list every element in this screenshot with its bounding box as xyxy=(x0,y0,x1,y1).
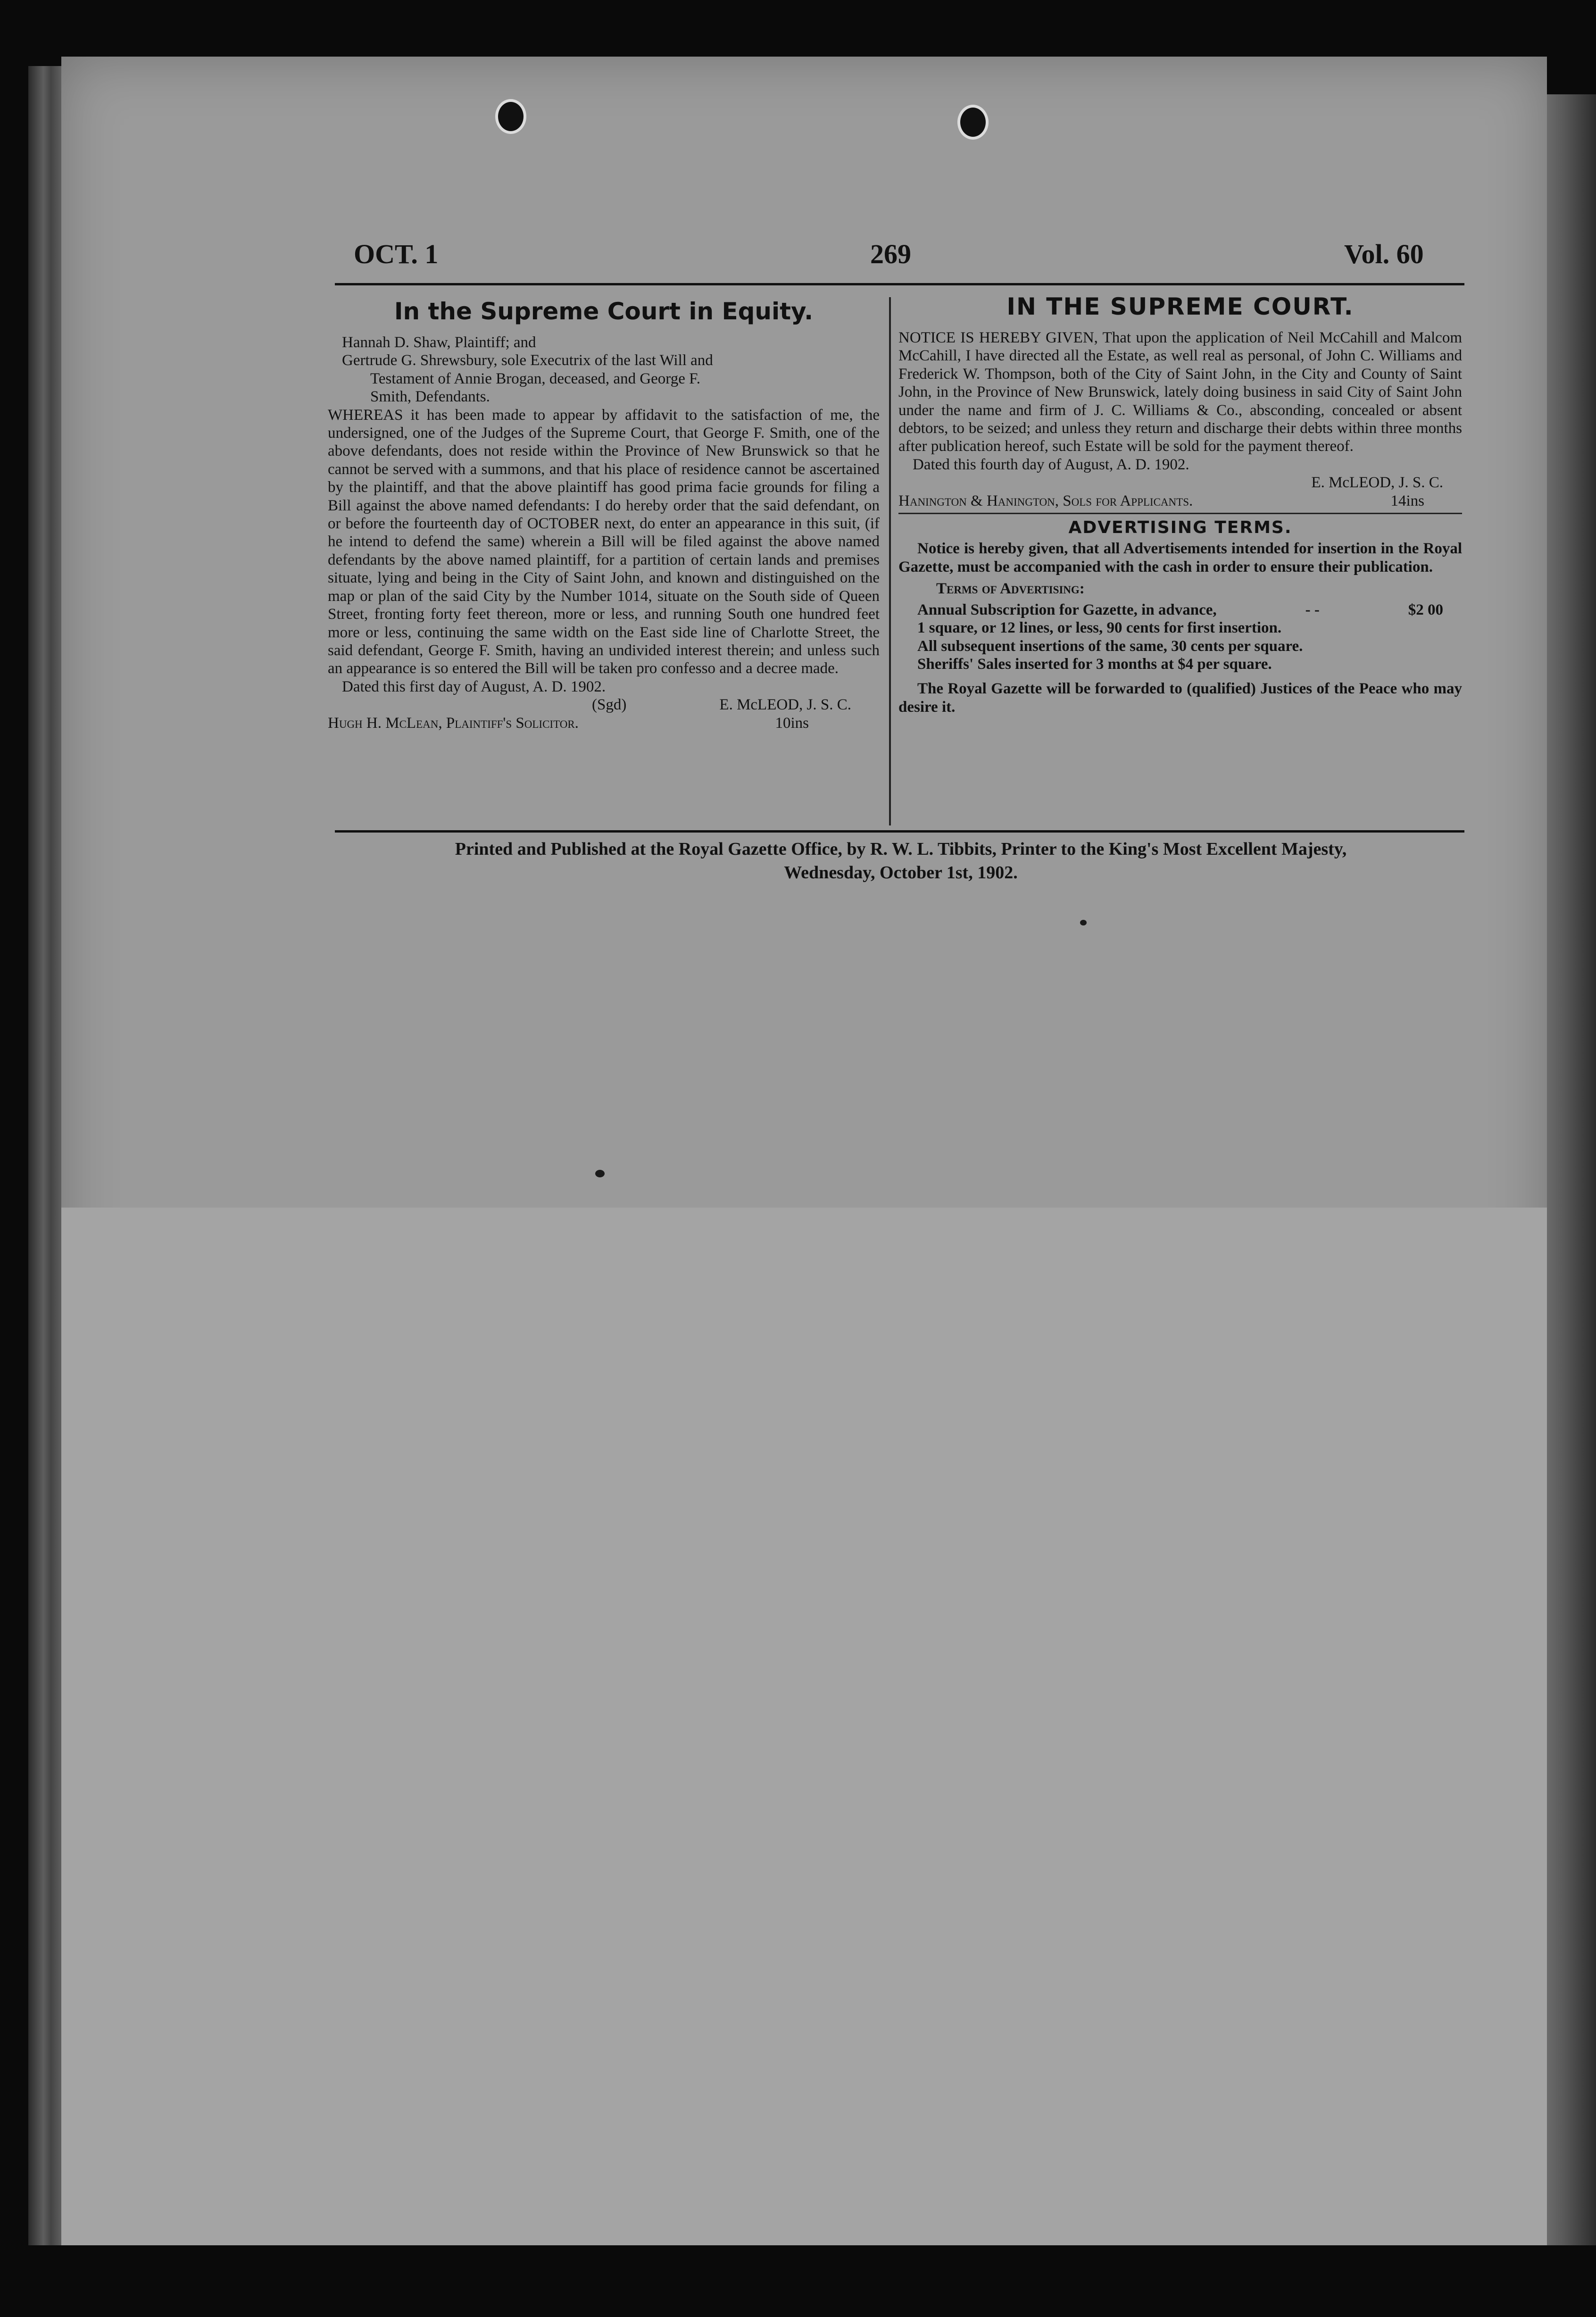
punch-hole-left xyxy=(495,99,526,134)
terms-heading: Terms of Advertising: xyxy=(936,580,1085,598)
forwarding-notice: The Royal Gazette will be forwarded to (qualified) Justices of the Peace who may desire it. xyxy=(898,680,1462,716)
solicitor-name: Hugh H. McLean, Plaintiff's Solicitor. xyxy=(328,714,579,732)
judge-signature: E. McLEOD, J. S. C. xyxy=(719,696,851,714)
ink-speck xyxy=(595,1170,605,1177)
equity-notice-title: In the Supreme Court in Equity. xyxy=(394,298,814,325)
insertion-count: 14ins xyxy=(1390,492,1424,509)
issue-date: OCT. 1 xyxy=(354,239,439,269)
supreme-court-notice-dated: Dated this fourth day of August, A. D. 1902. xyxy=(913,456,1189,473)
solicitor-name: Hanington & Hanington, Sols for Applicants. xyxy=(898,492,1193,509)
punch-hole-right xyxy=(957,105,989,140)
party-line: Smith, Defendants. xyxy=(370,388,490,406)
subscription-row xyxy=(898,601,1462,619)
equity-notice xyxy=(328,295,880,732)
footer-rule xyxy=(335,830,1464,833)
judge-signature: E. McLEOD, J. S. C. xyxy=(1311,474,1443,492)
imprint-printer-line: Printed and Published at the Royal Gazette Office, by R. W. L. Tibbits, Printer to the King's Most Excellent Majesty, xyxy=(455,839,1347,859)
party-list xyxy=(328,333,880,406)
judge-signature-row xyxy=(328,696,880,714)
party-line: Testament of Annie Brogan, deceased, and George F. xyxy=(370,370,701,387)
solicitor-row xyxy=(898,492,1462,510)
subscription-label: Annual Subscription for Gazette, in advance, xyxy=(917,601,1217,618)
insertion-count: 10ins xyxy=(775,714,809,732)
party-line: Hannah D. Shaw, Plaintiff; and xyxy=(342,334,536,351)
advertising-notice: Notice is hereby given, that all Advertisements intended for insertion in the Royal Gazette, must be accompanied with the cash in order to ensure their publication. xyxy=(898,540,1462,575)
ink-speck xyxy=(1080,920,1087,925)
subscription-price: $2 00 xyxy=(1408,601,1443,618)
volume-number: Vol. 60 xyxy=(1344,239,1424,269)
page-stack-left-edge xyxy=(28,66,66,2245)
supreme-court-notice-body: NOTICE IS HEREBY GIVEN, That upon the application of Neil McCahill and Malcom McCahill, I have directed all the Estate, as well real as personal, of John C. Williams and Frederick W. Thompson, both of the City of Saint John, in the City and County of Saint John, in the Province of New Brunswick, lately doing business in said City of Saint John under the name and firm of J. C. Williams & Co., absconding, concealed or absent debtors, to be seized; and unless they return and discharge their debts within three months after publication hereof, such Estate will be sold for the payment thereof. xyxy=(898,329,1462,455)
section-rule xyxy=(898,513,1462,514)
advertising-terms-title: ADVERTISING TERMS. xyxy=(1068,518,1292,538)
header-rule xyxy=(335,283,1464,285)
page-number: 269 xyxy=(870,239,911,269)
subscription-dashes: - - xyxy=(1305,601,1320,618)
imprint-date-line: Wednesday, October 1st, 1902. xyxy=(784,863,1018,883)
term-line: 1 square, or 12 lines, or less, 90 cents for first insertion. xyxy=(917,619,1282,637)
sgd-mark: (Sgd) xyxy=(592,696,627,714)
term-line: Sheriffs' Sales inserted for 3 months at $4 per square. xyxy=(917,655,1272,673)
imprint xyxy=(330,837,1471,884)
supreme-court-notice-title: IN THE SUPREME COURT. xyxy=(1006,293,1354,320)
term-line: All subsequent insertions of the same, 30 cents per square. xyxy=(917,637,1303,655)
absconding-debtors-notice xyxy=(898,290,1462,716)
column-divider xyxy=(889,297,891,825)
party-line: Gertrude G. Shrewsbury, sole Executrix of the last Will and xyxy=(342,352,713,369)
equity-notice-dated: Dated this first day of August, A. D. 1902. xyxy=(342,678,606,695)
solicitor-row xyxy=(328,714,880,732)
gazette-page-lower-blank xyxy=(61,1208,1547,2245)
equity-notice-body: WHEREAS it has been made to appear by affidavit to the satisfaction of me, the undersigned, one of the Judges of the Supreme Court, that George F. Smith, one of the above defendants, does not reside within the Province of New Brunswick so that he cannot be served with a summons, and that his place of residence cannot be ascertained by the plaintiff, and that the above plaintiff has good prima facie grounds for filing a Bill against the above named defendants: I do hereby order that the said defendant, on or before the fourteenth day of OCTOBER next, do enter an appearance in this suit, (if he intend to defend the same) wherein a Bill will be filed against the above named defendants by the above named plaintiff, for a partition of certain lands and premises situate, lying and being in the City of Saint John, and known and distinguished on the map or plan of the said City by the Number 1014, situate on the South side of Queen Street, fronting forty feet thereon, more or less, and running South one hundred feet more or less, continuing the same width on the East side line of Charlotte Street, the said defendant, George F. Smith, having an undivided interest therein; and unless such an appearance is so entered the Bill will be taken pro confesso and a decree made. xyxy=(328,406,880,677)
